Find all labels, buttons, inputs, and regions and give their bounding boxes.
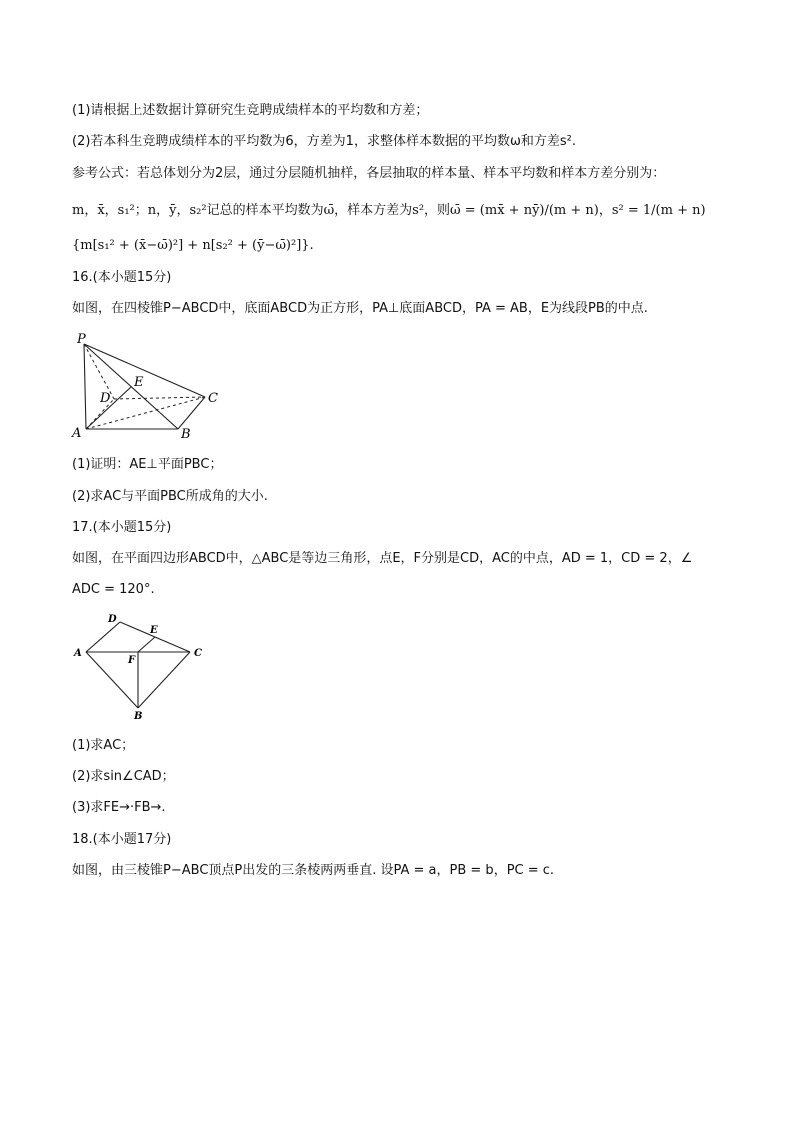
q15-part2: (2)若本科生竞聘成绩样本的平均数为6，方差为1，求整体样本数据的平均数ω和方差s². (72, 134, 576, 149)
label-A: A (74, 648, 82, 659)
q17-statement: 如图，在平面四边形ABCD中，△ABC是等边三角形，点E，F分别是CD，AC的中点，AD = 1，CD = 2，∠ (72, 551, 693, 566)
edge-AD (86, 622, 120, 652)
q18-statement: 如图，由三棱锥P−ABC顶点P出发的三条棱两两垂直. 设PA = a，PB = b，PC = c. (72, 863, 555, 878)
reference-formula-intro: 参考公式：若总体划分为2层，通过分层随机抽样，各层抽取的样本量、样本平均数和样本方差分别为： (72, 166, 666, 181)
q16-heading: 16.(本小题15分) (72, 270, 172, 285)
segment-FE (138, 637, 155, 652)
label-D: D (108, 614, 117, 625)
label-C: C (208, 391, 218, 406)
label-C: C (194, 648, 202, 659)
label-E: E (134, 375, 144, 390)
edge-PB (84, 344, 178, 429)
figure-quadrilateral (70, 610, 210, 722)
edge-BC (138, 652, 190, 708)
reference-formula-line1: m，x̄，s₁²；n，ȳ，s₂²记总的样本平均数为ω̄，样本方差为s²，则ω̄ = (mx̄ + nȳ)/(m + n)，s² = 1/(m + n) (72, 203, 706, 218)
edge-PC (84, 344, 205, 397)
label-B: B (134, 711, 143, 722)
q16-part2: (2)求AC与平面PBC所成角的大小. (72, 489, 268, 504)
edge-BC (178, 397, 205, 429)
q16-statement: 如图，在四棱锥P−ABCD中，底面ABCD为正方形，PA⊥底面ABCD，PA = AB，E为线段PB的中点. (72, 301, 648, 316)
q17-part1: (1)求AC； (72, 738, 135, 753)
label-B: B (181, 427, 191, 442)
label-A: A (72, 426, 82, 441)
q17-part3: (3)求FE→·FB→. (72, 800, 166, 815)
q17-statement-cont: ADC = 120°. (72, 582, 155, 597)
q17-heading: 17.(本小题15分) (72, 520, 172, 535)
edge-PA (84, 344, 86, 429)
label-D: D (100, 391, 111, 406)
reference-formula-line2: {m[s₁² + (x̄−ω̄)²] + n[s₂² + (ȳ−ω̄)²]}. (72, 238, 314, 253)
q15-part1: (1)请根据上述数据计算研究生竞聘成绩样本的平均数和方差； (72, 103, 429, 118)
edge-DC (114, 397, 205, 399)
figure-pyramid (70, 330, 230, 442)
label-E: E (150, 625, 158, 636)
q18-heading: 18.(本小题17分) (72, 832, 172, 847)
label-P: P (77, 332, 86, 347)
label-F: F (128, 655, 136, 666)
q17-part2: (2)求sin∠CAD； (72, 769, 175, 784)
q16-part1: (1)证明：AE⊥平面PBC； (72, 457, 223, 472)
